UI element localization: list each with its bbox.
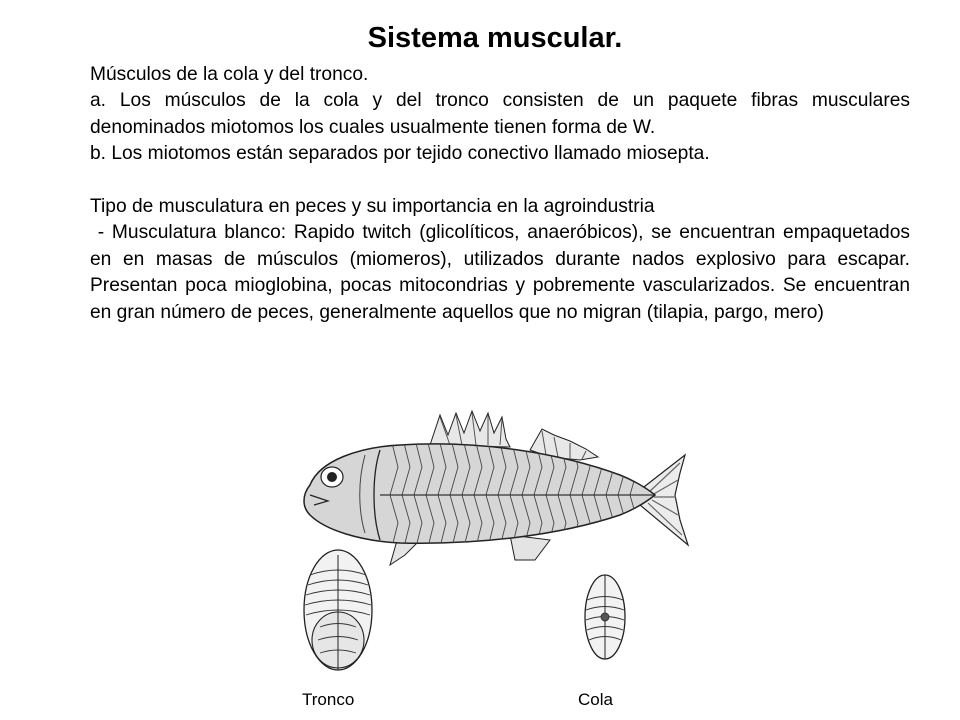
body-text bbox=[90, 62, 916, 326]
fish-body bbox=[304, 435, 655, 555]
spacer bbox=[90, 168, 910, 194]
paragraph-a: a. Los músculos de la cola y del tronco consisten de un paquete fibras musculares denominados miotomos los cuales usualmente tienen forma de W. bbox=[90, 90, 910, 138]
heading-muscles: Músculos de la cola y del tronco. bbox=[90, 64, 369, 85]
tail-cross-section bbox=[585, 575, 625, 659]
dorsal-fin-front bbox=[430, 411, 510, 447]
trunk-cross-section bbox=[304, 550, 372, 670]
paragraph-b: b. Los miotomos están separados por tejido conectivo llamado miosepta. bbox=[90, 143, 710, 165]
caption-trunk: Tronco bbox=[302, 690, 355, 709]
slide-title: Sistema muscular. bbox=[367, 22, 623, 54]
paragraph-white-muscle: - Musculatura blanco: Rapido twitch (glicolíticos, anaeróbicos), se encuentran empaquetados en en masas de músculos (miomeros), utilizados durante nados explosivo para escapar. Presentan poca mioglobina, pocas mitocondrias y pobremente vascularizados. Se encuentran en gran número de peces, generalmente aquellos que no migran (tilapia, pargo, mero) bbox=[90, 222, 916, 323]
caption-tail: Cola bbox=[578, 690, 613, 709]
heading-musculature-types: Tipo de musculatura en peces y su importancia en la agroindustria bbox=[90, 196, 655, 218]
fish-muscle-illustration bbox=[280, 405, 700, 690]
